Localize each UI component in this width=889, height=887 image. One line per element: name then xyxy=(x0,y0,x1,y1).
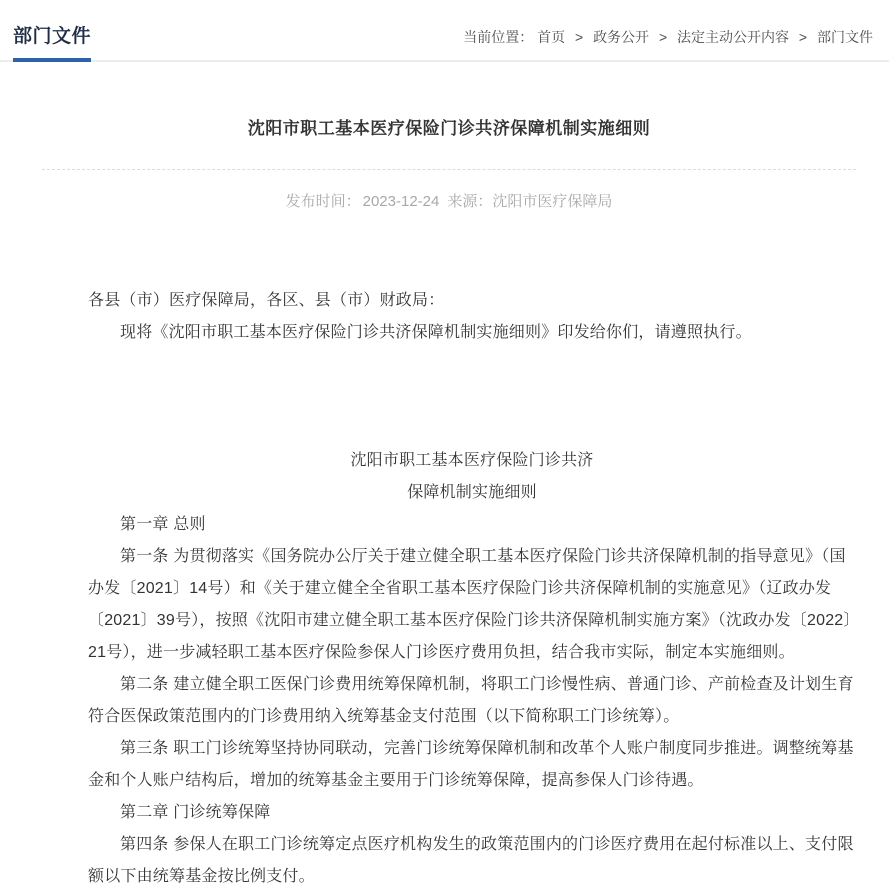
article-paragraph: 第二章 门诊统筹保障 xyxy=(120,804,271,821)
source-value: 沈阳市医疗保障局 xyxy=(492,193,613,210)
breadcrumb-current: 部门文件 xyxy=(817,29,873,45)
article-title: 沈阳市职工基本医疗保险门诊共济保障机制实施细则 xyxy=(247,119,651,138)
article-paragraph: 第四条 参保人在职工门诊统筹定点医疗机构发生的政策范围内的门诊医疗费用在起付标准以上、支付限额以下由统筹基金按比例支付。 xyxy=(88,836,854,885)
article-paragraph: 第一章 总则 xyxy=(120,516,206,533)
breadcrumb-separator: > xyxy=(574,29,584,45)
publish-date: 2023-12-24 xyxy=(362,193,440,210)
source-label: 来源： xyxy=(447,193,493,210)
article-paragraph: 第三条 职工门诊统筹坚持协同联动，完善门诊统筹保障机制和改革个人账户制度同步推进。调整统筹基金和个人账户结构后，增加的统筹基金主要用于门诊统筹保障，提高参保人门诊待遇。 xyxy=(88,740,854,789)
article-paragraph: 现将《沈阳市职工基本医疗保险门诊共济保障机制实施细则》印发给你们，请遵照执行。 xyxy=(120,324,752,341)
breadcrumb-link-statutory-disclosure[interactable]: 法定主动公开内容 xyxy=(677,29,790,45)
publish-time-label: 发布时间： xyxy=(285,193,361,210)
article-paragraph: 第一条 为贯彻落实《国务院办公厅关于建立健全职工基本医疗保险门诊共济保障机制的指导意见》（国办发〔2021〕14号）和《关于建立健全全省职工基本医疗保险门诊共济保障机制的实施意见》（辽政办发〔2021〕39号），按照《沈阳市建立健全职工基本医疗保险门诊共济保障机制实施方案》（沈政办发〔2022〕21号），进一步减轻职工基本医疗保险参保人门诊医疗费用负担，结合我市实际，制定本实施细则。 xyxy=(88,548,852,661)
breadcrumb-label: 当前位置： xyxy=(463,29,534,45)
article-paragraph: 各县（市）医疗保障局，各区、县（市）财政局： xyxy=(88,292,445,309)
article-body xyxy=(88,285,856,887)
blank-line xyxy=(88,413,856,445)
article-paragraph: 保障机制实施细则 xyxy=(407,484,537,501)
dashed-divider xyxy=(42,169,856,170)
breadcrumb-link-home[interactable]: 首页 xyxy=(537,29,566,45)
blank-line xyxy=(88,381,856,413)
article-paragraph: 第二条 建立健全职工医保门诊费用统筹保障机制，将职工门诊慢性病、普通门诊、产前检查及计划生育符合医保政策范围内的门诊费用纳入统筹基金支付范围（以下简称职工门诊统筹）。 xyxy=(88,676,854,725)
page-header xyxy=(0,0,889,62)
article xyxy=(0,117,889,887)
breadcrumb-link-gov-affairs[interactable]: 政务公开 xyxy=(593,29,650,45)
section-tab-department-documents[interactable]: 部门文件 xyxy=(13,27,91,62)
article-meta xyxy=(42,191,856,212)
breadcrumb xyxy=(463,27,873,60)
breadcrumb-separator: > xyxy=(798,29,808,45)
blank-line xyxy=(88,349,856,381)
breadcrumb-separator: > xyxy=(658,29,668,45)
article-paragraph: 沈阳市职工基本医疗保险门诊共济 xyxy=(350,452,594,469)
